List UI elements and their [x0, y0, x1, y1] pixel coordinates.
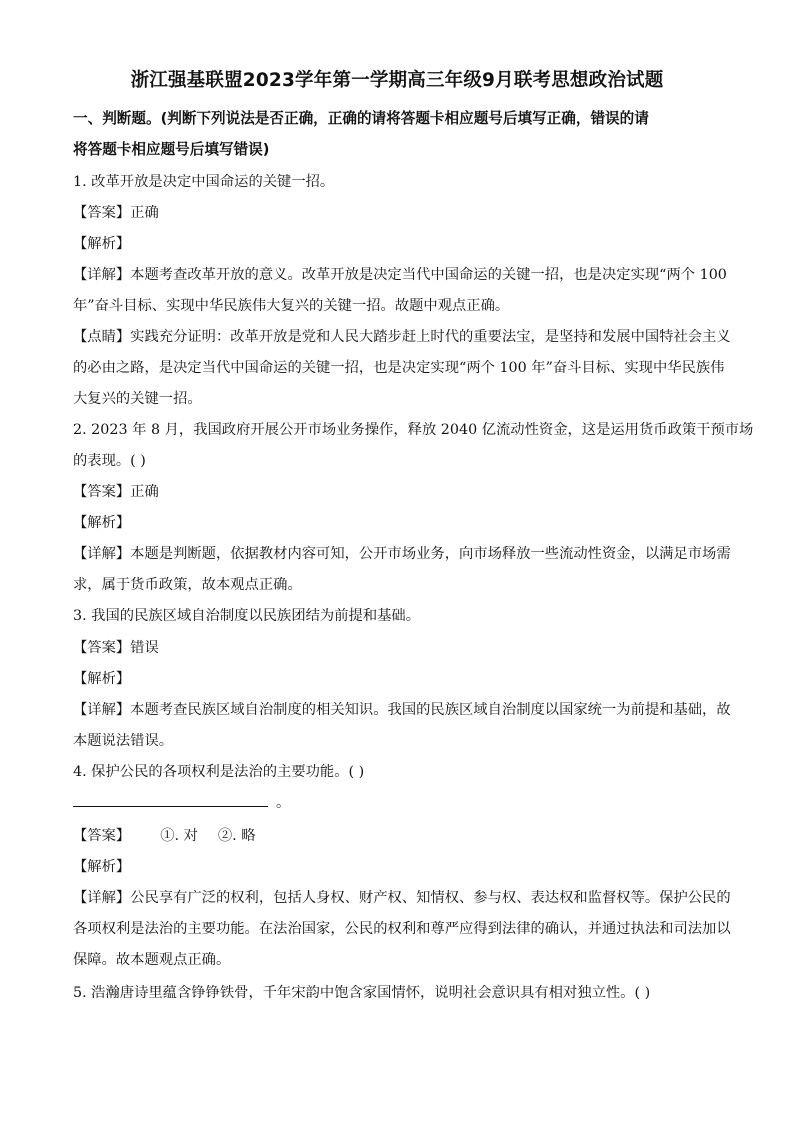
answer-blank: [73, 793, 268, 807]
q4-analysis-label: 【解析】: [73, 859, 131, 875]
q1-answer: 【答案】正确: [73, 205, 159, 221]
q4-question: 4. 保护公民的各项权利是法治的主要功能。( ): [73, 764, 365, 780]
q4-answer-part-1: ①. 对: [160, 828, 198, 844]
q3-detail-line-2: 本题说法错误。: [73, 733, 174, 749]
q3-analysis-label: 【解析】: [73, 671, 131, 687]
section-heading-line-1: 一、判断题。(判断下列说法是否正确，正确的请将答题卡相应题号后填写正确，错误的请: [73, 110, 649, 127]
q2-detail-line-2: 求，属于货币政策，故本观点正确。: [73, 577, 302, 593]
q4-detail-line-3: 保障。故本题观点正确。: [73, 952, 231, 968]
q1-detail-line-2: 年”奋斗目标、实现中华民族伟大复兴的关键一招。故题中观点正确。: [73, 298, 510, 314]
q3-detail-line-1: 【详解】本题考查民族区域自治制度的相关知识。我国的民族区域自治制度以国家统一为前提和基础，故: [73, 702, 731, 718]
q2-question-line-1: 2. 2023 年 8 月，我国政府开展公开市场业务操作，释放 2040 亿流动性资金，这是运用货币政策干预市场: [73, 422, 754, 438]
q1-detail-line-1: 【详解】本题考查改革开放的意义。改革开放是决定当代中国命运的关键一招，也是决定实现“两个 100: [73, 267, 727, 283]
q4-detail-line-1: 【详解】公民享有广泛的权利，包括人身权、财产权、知情权、参与权、表达权和监督权等。保护公民的: [73, 890, 731, 906]
q4-answer-blank-line: [73, 793, 733, 813]
q1-tip-line-2: 的必由之路，是决定当代中国命运的关键一招，也是决定实现“两个 100 年”奋斗目标、实现中华民族伟: [73, 360, 725, 376]
q2-answer: 【答案】正确: [73, 484, 159, 500]
section-heading-line-2: 将答题卡相应题号后填写错误): [73, 141, 270, 158]
q1-tip-line-1: 【点睛】实践充分证明：改革开放是党和人民大踏步赶上时代的重要法宝，是坚持和发展中国特社会主义: [73, 329, 731, 345]
q4-answer-label: 【答案】: [73, 828, 131, 844]
document-title: 浙江强基联盟2023学年第一学期高三年级9月联考思想政治试题: [130, 70, 664, 91]
q5-question: 5. 浩瀚唐诗里蕴含铮铮铁骨，千年宋韵中饱含家国情怀，说明社会意识具有相对独立性。( ): [73, 985, 651, 1001]
q3-answer: 【答案】错误: [73, 640, 159, 656]
q1-tip-line-3: 大复兴的关键一招。: [73, 391, 202, 407]
q3-question: 3. 我国的民族区域自治制度以民族团结为前提和基础。: [73, 608, 421, 624]
q2-detail-line-1: 【详解】本题是判断题，依据教材内容可知，公开市场业务，向市场释放一些流动性资金，以满足市场需: [73, 546, 731, 562]
q2-question-line-2: 的表现。( ): [73, 453, 146, 469]
q1-question: 1. 改革开放是决定中国命运的关键一招。: [73, 174, 335, 190]
q2-analysis-label: 【解析】: [73, 515, 131, 531]
q4-answer: [73, 826, 733, 846]
q4-detail-line-2: 各项权利是法治的主要功能。在法治国家，公民的权利和尊严应得到法律的确认，并通过执法和司法加以: [73, 921, 731, 937]
q4-answer-part-2: ②. 略: [217, 828, 256, 844]
q4-blank-period: 。: [276, 795, 291, 811]
q1-analysis-label: 【解析】: [73, 236, 131, 252]
